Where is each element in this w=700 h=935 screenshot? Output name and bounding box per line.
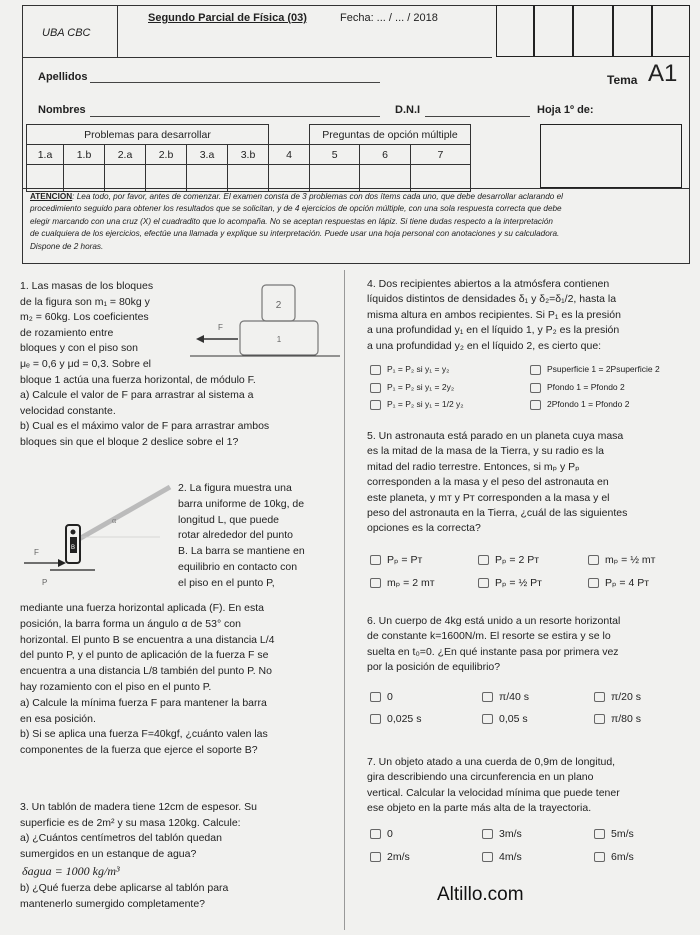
checkbox-icon[interactable] (530, 400, 541, 410)
mc-header: Preguntas de opción múltiple (310, 125, 471, 145)
nombres-field[interactable] (90, 116, 380, 117)
p1-line: velocidad constante. (20, 404, 116, 417)
p5-line: es la mitad de la masa de la Tierra, y su radio es la (367, 445, 604, 458)
p6-line: de constante k=1600N/m. El resorte se estira y se lo (367, 630, 611, 643)
p5-option[interactable] (370, 577, 435, 589)
p5-option[interactable] (478, 577, 542, 589)
checkbox-icon[interactable] (530, 383, 541, 393)
grading-table (26, 124, 471, 192)
p6-option[interactable] (370, 691, 393, 703)
checkbox-icon[interactable] (370, 400, 381, 410)
p1-line: de rozamiento entre (20, 326, 114, 339)
p4-option[interactable] (530, 364, 660, 375)
p6-option-text: π/20 s (611, 691, 642, 703)
atencion-line: procedimiento seguido para obtener los resultados que se solicitan, y de 4 ejercicios de opción múltiple, con una sola respuesta correcta que debe (30, 204, 562, 214)
problem-4 (367, 277, 621, 354)
p5-option-text: mₚ = 2 mт (387, 577, 435, 589)
header-rule (22, 57, 117, 58)
p5-option-text: Pₚ = 4 Pт (605, 577, 650, 589)
p4-line: líquidos distintos de densidades δ₁ y δ₂=δ₁/2, hasta la (367, 293, 617, 306)
p6-option-text: 0,05 s (499, 713, 528, 725)
problem-7 (367, 755, 620, 817)
col-7: 7 (410, 145, 470, 165)
p7-option-text: 3m/s (499, 828, 522, 840)
p2-line: B. La barra se mantiene en (178, 545, 305, 558)
p7-option[interactable] (370, 828, 393, 840)
final-grade-box[interactable] (540, 124, 682, 188)
col-5: 5 (310, 145, 360, 165)
p7-line: ese objeto en la parte más alta de la trayectoria. (367, 802, 592, 815)
p4-line: a una profundidad y₁ en el líquido 1, y P₂ es la presión (367, 324, 620, 337)
p1-line: μₑ = 0,6 y μd = 0,3. Sobre el (20, 357, 151, 370)
dni-label: D.N.I (395, 104, 421, 116)
p2-line: barra uniforme de 10kg, de (178, 497, 305, 510)
p1-line: a) Calcule el valor de F para arrastrar al sistema a (20, 389, 254, 402)
p1-line: m₂ = 60kg. Los coeficientes (20, 311, 149, 324)
checkbox-icon[interactable] (594, 692, 605, 702)
grade-box-2[interactable] (534, 5, 573, 57)
tema-label: Tema (607, 73, 638, 87)
p3-line: a) ¿Cuántos centímetros del tablón quedan (20, 832, 222, 845)
p5-option-text: Pₚ = Pт (387, 554, 423, 566)
checkbox-icon[interactable] (370, 555, 381, 565)
p2-line: encuentra a una distancia L/8 también del punto P. No (20, 665, 272, 678)
checkbox-icon[interactable] (588, 578, 599, 588)
force-label: F (218, 323, 223, 332)
table-gap (269, 125, 310, 145)
p5-option-text: Pₚ = ½ Pт (495, 577, 542, 589)
p7-option[interactable] (482, 851, 522, 863)
col-1a: 1.a (27, 145, 64, 165)
p6-option[interactable] (482, 691, 529, 703)
col-2b: 2.b (146, 145, 187, 165)
atencion-line: de cualquiera de los ejercicios, efectúe una llamada y explique su interpretación. Puede usar una hoja personal con anotaciones y su calculadora. (30, 229, 560, 239)
p4-option[interactable] (530, 382, 625, 393)
p5-line: 5. Un astronauta está parado en un planeta cuya masa (367, 430, 624, 442)
point-p-label: P (42, 578, 48, 587)
problem-6 (367, 614, 620, 676)
p4-line: misma altura en ambos recipientes. Si P₁ es la presión (367, 308, 621, 321)
p4-option-text: 2Pfondo 1 = Pfondo 2 (547, 399, 630, 409)
atencion-rule (22, 188, 690, 189)
p2-line: posición, la barra forma un ángulo α de 53° con (20, 617, 241, 630)
nombres-label: Nombres (38, 104, 86, 116)
p2-line: componentes de la fuerza que ejerce el soporte B? (20, 744, 258, 757)
p3-line: 3. Un tablón de madera tiene 12cm de espesor. Su (20, 801, 257, 813)
checkbox-icon[interactable] (530, 365, 541, 375)
force-f-arrowhead (58, 559, 66, 567)
p6-line: suelta en t₀=0. ¿En qué instante pasa por primera vez (367, 645, 619, 658)
problems-header: Problemas para desarrollar (27, 125, 269, 145)
exam-date: Fecha: ... / ... / 2018 (340, 12, 438, 24)
checkbox-icon[interactable] (478, 555, 489, 565)
p7-option[interactable] (370, 851, 410, 863)
col-3b: 3.b (228, 145, 269, 165)
checkbox-icon[interactable] (588, 555, 599, 565)
p1-line: 1. Las masas de los bloques (20, 280, 154, 292)
alpha-label: α (112, 516, 117, 525)
atencion-line: elegir marcando con una cruz (X) el cuadradito que lo acompaña. No se aceptan respuestas en lápiz. Si tiene dudas respecto a la interpretación (30, 216, 553, 226)
p7-option[interactable] (594, 851, 634, 863)
block-2-label: 2 (275, 300, 282, 311)
p7-option[interactable] (594, 828, 634, 840)
p7-option-text: 4m/s (499, 851, 522, 863)
p6-option-text: π/80 s (611, 713, 642, 725)
p4-option[interactable] (370, 382, 454, 393)
p4-line: a una profundidad y₂ en el líquido 2, es cierto que: (367, 339, 602, 352)
p2-line: en esa posición. (20, 712, 96, 725)
p2-line: hay rozamiento con el piso en el punto P. (20, 680, 212, 693)
p1-line: de la figura son m₁ = 80kg y (20, 295, 150, 308)
p1-line: bloques y con el piso son (20, 342, 138, 355)
atencion-block (30, 191, 690, 253)
p5-line: mitad del radio terrestre. Entonces, si mₚ y Pₚ (367, 460, 580, 473)
blocks-figure (190, 282, 340, 362)
p5-option-text: mₚ = ½ mт (605, 554, 656, 566)
grade-box-4[interactable] (613, 5, 652, 57)
p5-line: corresponden a la masa y el peso del astronauta en (367, 476, 609, 489)
p6-option[interactable] (594, 713, 641, 725)
pivot-b (71, 530, 76, 535)
force-arrowhead (196, 335, 204, 343)
p5-option[interactable] (588, 577, 649, 589)
grade-box-3[interactable] (573, 5, 613, 57)
p5-line: peso del astronauta en la Tierra, ¿cuál de las siguientes (367, 507, 628, 520)
checkbox-icon[interactable] (370, 578, 381, 588)
p7-option[interactable] (482, 828, 522, 840)
p4-option-text: Psuperficie 1 = 2Psuperficie 2 (547, 364, 660, 374)
force-f-label: F (34, 548, 39, 557)
p7-line: 7. Un objeto atado a una cuerda de 0,9m de longitud, (367, 756, 616, 768)
checkbox-icon[interactable] (370, 829, 381, 839)
p7-line: gira describiendo una circunferencia en un plano (367, 771, 594, 784)
p3-line: sumergidos en un estanque de agua? (20, 847, 197, 860)
bar-figure (20, 483, 175, 603)
p2-line: b) Si se aplica una fuerza F=40kgf, ¿cuánto valen las (20, 728, 268, 741)
hoja-label: Hoja 1º de: (537, 104, 594, 116)
p6-option[interactable] (594, 691, 641, 703)
checkbox-icon[interactable] (594, 829, 605, 839)
p2-line: horizontal. El punto B se encuentra a una distancia L/4 (20, 633, 275, 646)
atencion-line: : Lea todo, por favor, antes de comenzar. El examen consta de 3 problemas con dos ítems cada uno, que debe desarrollar aclarando el (72, 192, 563, 201)
checkbox-icon[interactable] (482, 852, 493, 862)
p7-option-text: 6m/s (611, 851, 634, 863)
p5-line: opciones es la correcta? (367, 522, 481, 535)
col-2a: 2.a (105, 145, 146, 165)
checkbox-icon[interactable] (370, 852, 381, 862)
atencion-line: Dispone de 2 horas. (30, 241, 104, 251)
p2-line: a) Calcule la mínima fuerza F para mantener la barra (20, 696, 267, 709)
p5-option-text: Pₚ = 2 Pт (495, 554, 540, 566)
p2-line: mediante una fuerza horizontal aplicada (F). En esta (20, 602, 264, 614)
checkbox-icon[interactable] (370, 714, 381, 724)
p2-line: el piso en el punto P, (178, 576, 275, 589)
problem-2-intro (178, 481, 305, 592)
problem-2-body (20, 601, 275, 759)
checkbox-icon[interactable] (370, 383, 381, 393)
problem-5 (367, 429, 627, 537)
p1-line: bloque 1 actúa una fuerza horizontal, de módulo F. (20, 373, 256, 386)
p4-option-text: P₁ = P₂ si y₁ = 1/2 y₂ (387, 399, 464, 409)
problem-3 (20, 800, 257, 913)
col-6: 6 (360, 145, 410, 165)
watermark: Altillo.com (437, 884, 524, 905)
grade-box-5[interactable] (652, 5, 690, 57)
checkbox-icon[interactable] (478, 578, 489, 588)
p2-line: del punto P, y el punto de aplicación de la fuerza F se (20, 649, 269, 662)
p6-option[interactable] (370, 713, 421, 725)
p4-option[interactable] (370, 364, 449, 375)
p2-line: equilibrio en contacto con (178, 560, 298, 573)
p7-option-text: 2m/s (387, 851, 410, 863)
col-4: 4 (269, 145, 310, 165)
tema-value: A1 (648, 60, 678, 87)
p4-option-text: P₁ = P₂ si y₁ = y₂ (387, 364, 450, 374)
institution: UBA CBC (42, 27, 91, 39)
checkbox-icon[interactable] (594, 852, 605, 862)
uniform-bar (72, 487, 170, 543)
p6-option[interactable] (482, 713, 528, 725)
p5-option[interactable] (478, 554, 539, 566)
checkbox-icon[interactable] (482, 692, 493, 702)
p6-line: por la posición de equilibrio? (367, 661, 501, 674)
p7-line: vertical. Calcular la velocidad mínima que puede tener (367, 786, 620, 799)
p3-line: mantenerlo sumergido completamente? (20, 897, 206, 910)
p7-option-text: 5m/s (611, 828, 634, 840)
p2-line: longitud L, que puede (178, 513, 280, 526)
checkbox-icon[interactable] (594, 714, 605, 724)
p6-option-text: 0,025 s (387, 713, 422, 725)
checkbox-icon[interactable] (482, 714, 493, 724)
p2-line: rotar alrededor del punto (178, 529, 293, 542)
checkbox-icon[interactable] (370, 692, 381, 702)
p6-line: 6. Un cuerpo de 4kg está unido a un resorte horizontal (367, 615, 621, 627)
column-separator (344, 270, 345, 930)
p5-line: este planeta, y mт y Pт corresponden a la masa y el (367, 491, 610, 504)
p5-option[interactable] (370, 554, 422, 566)
grade-box-1[interactable] (496, 5, 534, 57)
p6-option-text: π/40 s (499, 691, 530, 703)
p4-option[interactable] (530, 399, 629, 410)
checkbox-icon[interactable] (370, 365, 381, 375)
p6-option-text: 0 (387, 691, 393, 703)
p4-option-text: P₁ = P₂ si y₁ = 2y₂ (387, 382, 455, 392)
dni-field[interactable] (425, 116, 530, 117)
p3-formula: δagua = 1000 kg/m³ (22, 864, 120, 879)
apellidos-field[interactable] (90, 82, 380, 83)
block-1-label: 1 (276, 335, 282, 344)
p2-line: 2. La figura muestra una (178, 482, 292, 494)
checkbox-icon[interactable] (482, 829, 493, 839)
p3-line: superficie es de 2m² y su masa 120kg. Calcule: (20, 816, 241, 829)
col-1b: 1.b (64, 145, 105, 165)
p5-option[interactable] (588, 554, 655, 566)
p4-option[interactable] (370, 399, 464, 410)
p4-line: 4. Dos recipientes abiertos a la atmósfera contienen (367, 278, 610, 290)
p4-option-text: Pfondo 1 = Pfondo 2 (547, 382, 625, 392)
p3-line: b) ¿Qué fuerza debe aplicarse al tablón para (20, 882, 229, 895)
p7-option-text: 0 (387, 828, 393, 840)
point-b-label: B (71, 545, 76, 551)
p1-line: b) Cual es el máximo valor de F para arrastrar ambos (20, 420, 270, 433)
atencion-title: ATENCION (30, 192, 73, 201)
apellidos-label: Apellidos (38, 71, 88, 83)
p1-line: bloques sin que el bloque 2 deslice sobre el 1? (20, 435, 239, 448)
col-3a: 3.a (187, 145, 228, 165)
exam-title: Segundo Parcial de Física (03) (148, 12, 307, 24)
